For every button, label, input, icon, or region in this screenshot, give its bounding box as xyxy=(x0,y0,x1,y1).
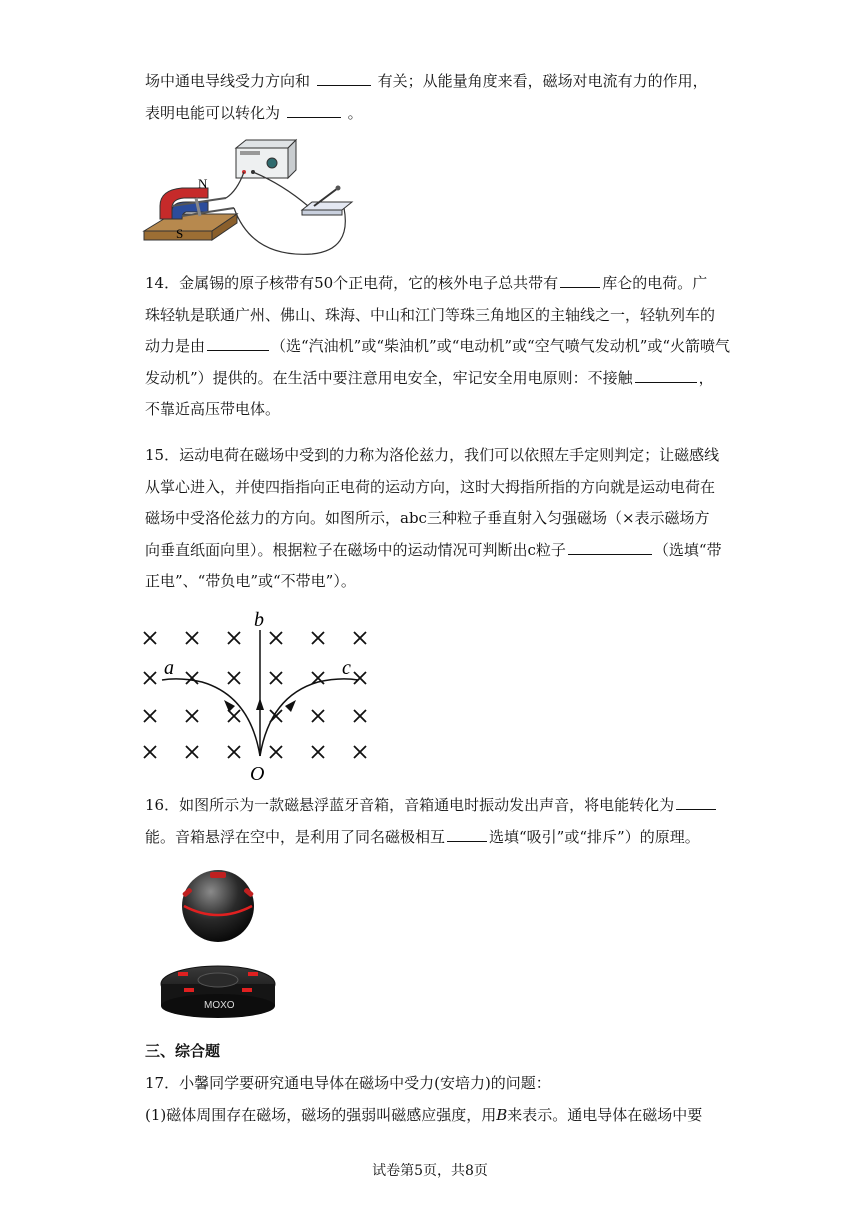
answer-blank[interactable] xyxy=(560,273,600,288)
label-o: O xyxy=(250,763,265,784)
label-c: c xyxy=(342,657,351,679)
question-14-text: 14．金属锡的原子核带有50个正电荷，它的核外电子总共带有 库仑的电荷。广 珠轻轨是联通广州、佛山、珠海、中山和江门等珠三角地区的主轴线之一，轻轨列车的 动力是由 （选“汽油机”或“柴油机”或“电动机”或“空气喷气发动机”或“火箭喷气 发动机”）提供的。在生活中要注意用电安全，牢记安全用电原则：不接触 ， 不靠近高压带电体。 xyxy=(145,274,731,418)
answer-blank[interactable] xyxy=(676,795,716,810)
question-17-text: 17．小馨同学要研究通电导体在磁场中受力(安培力)的问题： (1)磁体周围存在磁场，磁场的强弱叫磁感应强度，用B来表示。通电导体在磁场中要 xyxy=(145,1074,703,1124)
label-a: a xyxy=(164,657,174,679)
label-b: b xyxy=(254,609,264,631)
motor-experiment-figure xyxy=(142,136,357,261)
question-16-text: 16．如图所示为一款磁悬浮蓝牙音箱，音箱通电时振动发出声音，将电能转化为 能。音箱悬浮在空中，是利用了同名磁极相互 选填“吸引”或“排斥”）的原理。 xyxy=(145,790,725,853)
s-pole-label: S xyxy=(176,226,184,241)
answer-blank[interactable] xyxy=(635,368,697,383)
question-13-text: 场中通电导线受力方向和 有关；从能量角度来看，磁场对电流有力的作用， 表明电能可以转化为 。 xyxy=(145,72,708,122)
question-15-text: 15．运动电荷在磁场中受到的力称为洛伦兹力，我们可以依照左手定则判定；让磁感线 从掌心进入，并使四指指向正电荷的运动方向，这时大拇指所指的方向就是运动电荷在 磁场中受洛伦兹力的方向。如图所示，abc三种粒子垂直射入匀强磁场（×表示磁场方 向垂直纸面向里）。根据粒子在磁场中的运动情况可判断出c粒子 （选填“带 正电”、“带负电”或“不带电”）。 xyxy=(145,446,722,590)
n-pole-label: N xyxy=(198,176,208,191)
field-cross-marks xyxy=(144,632,366,758)
answer-blank[interactable] xyxy=(287,103,341,118)
speaker-sphere xyxy=(182,870,254,942)
answer-blank[interactable] xyxy=(207,336,269,351)
section-title: 三、综合题 xyxy=(145,1042,221,1060)
magnetic-field-figure xyxy=(138,604,378,784)
brand-logo-text: MOXO xyxy=(204,1000,235,1011)
trajectory-a xyxy=(162,679,260,756)
answer-blank[interactable] xyxy=(447,827,487,842)
answer-blank[interactable] xyxy=(317,71,371,86)
levitating-speaker-figure xyxy=(160,866,280,1021)
page-footer: 试卷第5页，共8页 xyxy=(372,1163,488,1179)
answer-blank[interactable] xyxy=(568,540,652,555)
